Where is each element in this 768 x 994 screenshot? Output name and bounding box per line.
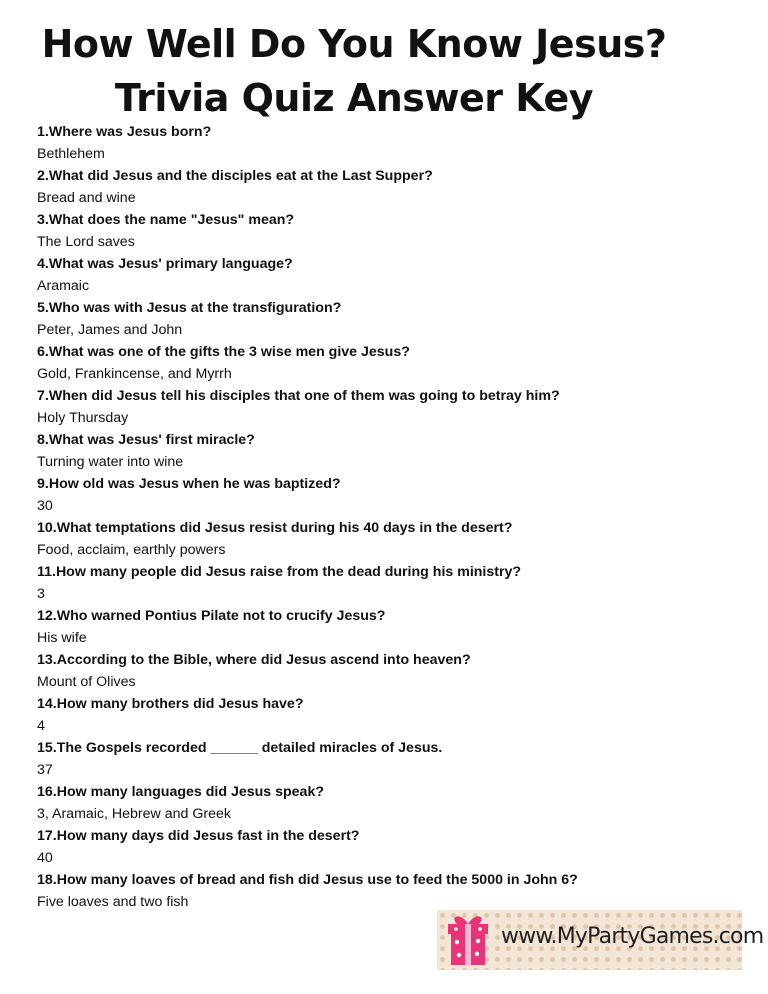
site-logo-banner[interactable] — [437, 910, 764, 970]
qa-item — [37, 385, 737, 429]
answer-text: 4 — [37, 718, 45, 734]
answer-text: 3 — [37, 586, 45, 602]
qa-item — [37, 253, 737, 297]
question-text: 8.What was Jesus' first miracle? — [37, 432, 255, 448]
question-text: 1.Where was Jesus born? — [37, 124, 212, 140]
qa-item — [37, 781, 737, 825]
qa-item — [37, 341, 737, 385]
question-text: 18.How many loaves of bread and fish did Jesus use to feed the 5000 in John 6? — [37, 872, 578, 888]
qa-item — [37, 737, 737, 781]
qa-item — [37, 825, 737, 869]
gift-box-icon — [445, 910, 491, 968]
answer-text: Bread and wine — [37, 190, 136, 206]
question-text: 3.What does the name "Jesus" mean? — [37, 212, 295, 228]
answer-text: Holy Thursday — [37, 410, 129, 426]
question-text: 5.Who was with Jesus at the transfiguration? — [37, 300, 342, 316]
answer-text: 40 — [37, 850, 53, 866]
qa-item — [37, 165, 737, 209]
question-text: 6.What was one of the gifts the 3 wise men give Jesus? — [37, 344, 410, 360]
answer-text: Mount of Olives — [37, 674, 136, 690]
title-line-2: Trivia Quiz Answer Key — [114, 76, 594, 120]
answer-text: Gold, Frankincense, and Myrrh — [37, 366, 232, 382]
answer-text: Peter, James and John — [37, 322, 183, 338]
question-text: 14.How many brothers did Jesus have? — [37, 696, 304, 712]
qa-item — [37, 869, 737, 913]
answer-text: Food, acclaim, earthly powers — [37, 542, 226, 558]
qa-item — [37, 121, 737, 165]
answer-text: Aramaic — [37, 278, 90, 294]
question-text: 17.How many days did Jesus fast in the desert? — [37, 828, 360, 844]
question-text: 4.What was Jesus' primary language? — [37, 256, 293, 272]
answer-text: Bethlehem — [37, 146, 105, 162]
question-text: 16.How many languages did Jesus speak? — [37, 784, 325, 800]
answer-text: 30 — [37, 498, 53, 514]
question-text: 11.How many people did Jesus raise from the dead during his ministry? — [37, 564, 522, 580]
quiz-answer-list — [37, 121, 737, 913]
answer-text: The Lord saves — [37, 234, 135, 250]
qa-item — [37, 209, 737, 253]
qa-item — [37, 649, 737, 693]
answer-text: Five loaves and two fish — [37, 894, 189, 910]
answer-text: 3, Aramaic, Hebrew and Greek — [37, 806, 231, 822]
qa-item — [37, 605, 737, 649]
title-line-1: How Well Do You Know Jesus? — [41, 22, 667, 66]
answer-text: 37 — [37, 762, 53, 778]
question-text: 7.When did Jesus tell his disciples that one of them was going to betray him? — [37, 388, 560, 404]
qa-item — [37, 561, 737, 605]
qa-item — [37, 297, 737, 341]
question-text: 13.According to the Bible, where did Jesus ascend into heaven? — [37, 652, 471, 668]
qa-item — [37, 517, 737, 561]
qa-item — [37, 693, 737, 737]
question-text: 10.What temptations did Jesus resist during his 40 days in the desert? — [37, 520, 513, 536]
website-url[interactable]: www.MyPartyGames.com — [501, 924, 764, 949]
question-text: 9.How old was Jesus when he was baptized? — [37, 476, 341, 492]
qa-item — [37, 429, 737, 473]
question-text: 2.What did Jesus and the disciples eat at the Last Supper? — [37, 168, 433, 184]
answer-text: His wife — [37, 630, 87, 646]
qa-item — [37, 473, 737, 517]
question-text: 15.The Gospels recorded ______ detailed miracles of Jesus. — [37, 740, 443, 756]
question-text: 12.Who warned Pontius Pilate not to crucify Jesus? — [37, 608, 386, 624]
answer-text: Turning water into wine — [37, 454, 184, 470]
